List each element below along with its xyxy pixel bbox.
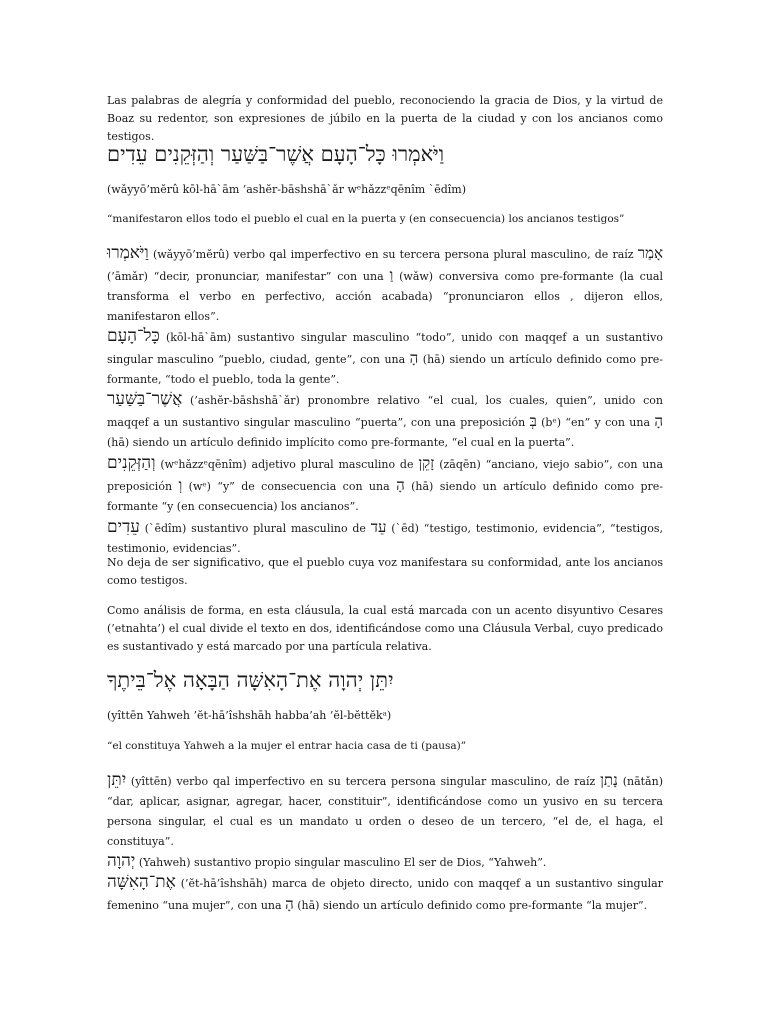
hebrew-root: עֵד (370, 518, 387, 536)
verse2-hebrew: יִתֵּן יְהוָה אֶת־הָאִשָּׁה הַבָּאָה אֶל־בֵּיתֶךָ (107, 668, 394, 692)
hebrew-term: אֲשֶׁר־בַּשַּׁעַר (107, 389, 183, 409)
hebrew-root: נָתַן (600, 771, 618, 789)
entry-et-haishshah: אֶת־הָאִשָּׁה (’ĕt-hā’îshshāh) marca de objeto directo, unido con maqqef a un sustantivo singular femenino “una mujer”, con una הָ (hā) siendo un artículo definido como pre-formante “la mujer”. (107, 872, 663, 913)
hebrew-term: יְהוָה (107, 851, 136, 871)
verse2-transliteration: (yîttēn Yahweh ’ĕt-hā’îshshāh habba’ah ’ĕl-bĕttĕkᵃ) (107, 709, 392, 722)
paragraph-significance: No deja de ser significativo, que el pueblo cuya voz manifestara su conformidad, ante los ancianos como testigos. (107, 556, 663, 587)
entry-wehazzeqenim: וְהַזְּקֵנִים (wᵉhǎzzᵉqēnîm) adjetivo plural masculino de זָקֵן (zāqēn) “anciano, viejo sabio”, con una preposición וְ (wᵉ) “y” de consecuencia con una הָ (hā) siendo un artículo definido como pre-formante “y (en consecuencia) los ancianos”. (107, 453, 664, 513)
verse1-translation: “manifestaron ellos todo el pueblo el cual en la puerta y (en consecuencia) los ancianos testigos” (107, 213, 625, 225)
hebrew-prefix: בְּ (529, 412, 537, 430)
verse1-hebrew: וַיֹּאמְרוּ כָּל־הָעָם אֲשֶׁר־בַּשַּׁעַר וְהַזְּקֵנִים עֵדִים (107, 142, 445, 166)
hebrew-prefix: הָ (396, 476, 405, 494)
entry-yitten: יִתֵּן (yîttēn) verbo qal imperfectivo en su tercera persona singular masculino, de raíz נָתַן (nātǎn) “dar, aplicar, asignar, agregar, hacer, constituir”, identificándose como un yusivo en su tercera persona singular, el cual es un mandato u orden o deseo de un tercero, “el de, el haga, el constituya”. (107, 770, 663, 848)
intro-paragraph: Las palabras de alegría y conformidad del pueblo, reconociendo la gracia de Dios, y la virtud de Boaz su redentor, son expresiones de júbilo en la puerta de la ciudad y con los ancianos como testigos. (107, 94, 663, 143)
hebrew-term: עֵדִים (107, 517, 140, 537)
entry-asher-bashshaar: אֲשֶׁר־בַּשַּׁעַר (’ashĕr-bāshshā`ǎr) pronombre relativo “el cual, los cuales, quien”, unido con maqqef a un sustantivo singular masculino “puerta”, con una preposición בְּ (bᵉ) “en” y con una הָ (hā) siendo un artículo definido implícito como pre-formante, “el cual en la puerta”. (107, 389, 664, 449)
verse1-transliteration: (wǎyyō’mĕrû kōl-hā`ām ’ashĕr-bāshshā`ǎr wᵉhǎzzᵉqēnîm `ēdîm) (107, 183, 466, 196)
hebrew-term: וַיֹּאמְרוּ (107, 243, 149, 263)
hebrew-prefix: הָ (285, 895, 294, 913)
hebrew-root: אָמַר (637, 244, 663, 262)
hebrew-prefix: הָ (409, 349, 419, 367)
hebrew-term: יִתֵּן (107, 770, 127, 790)
hebrew-root: זָקֵן (418, 454, 435, 472)
verse2-translation: “el constituya Yahweh a la mujer el entrar hacia casa de ti (pausa)” (107, 740, 467, 752)
hebrew-term: וְהַזְּקֵנִים (107, 453, 156, 473)
hebrew-term: כָּל־הָעָם (107, 326, 160, 346)
hebrew-term: אֶת־הָאִשָּׁה (107, 872, 176, 892)
paragraph-form-analysis: Como análisis de forma, en esta cláusula, la cual está marcada con un acento disyuntivo Cesares (’etnahta’) el cual divide el texto en dos, identificándose como una Cláusula Verbal, cuyo predicado es sustantivado y está marcado por una partícula relativa. (107, 604, 663, 653)
entry-yahweh: יְהוָה (Yahweh) sustantivo propio singular masculino El ser de Dios, “Yahweh”. (107, 851, 547, 871)
verse1-word-analysis (107, 243, 663, 559)
entry-wayyomeru: וַיֹּאמְרוּ (wǎyyō’mĕrû) verbo qal imperfectivo en su tercera persona plural masculino, de raíz אָמַר (’āmǎr) “decir, pronunciar, manifestar” con una וַ (wǎw) conversiva como pre-formante (la cual transforma el verbo en perfectivo, acción acabada) “pronunciaron ellos , dijeron ellos, manifestaron ellos”. (107, 243, 663, 323)
hebrew-prefix: הָ (654, 412, 664, 430)
entry-edim: עֵדִים (`ēdîm) sustantivo plural masculino de עֵד (`ēd) “testigo, testimonio, evidencia”, “testigos, testimonio, evidencias”. (107, 517, 663, 555)
verse2-word-analysis (107, 770, 663, 916)
entry-kol-haam: כָּל־הָעָם (kōl-hā`ām) sustantivo singular masculino “todo”, unido con maqqef a un sustantivo singular masculino “pueblo, ciudad, gente”, con una הָ (hā) siendo un artículo definido como pre-formante, “todo el pueblo, toda la gente”. (107, 326, 663, 386)
hebrew-prefix: וַ (389, 266, 394, 284)
hebrew-prefix: וְ (178, 476, 183, 494)
